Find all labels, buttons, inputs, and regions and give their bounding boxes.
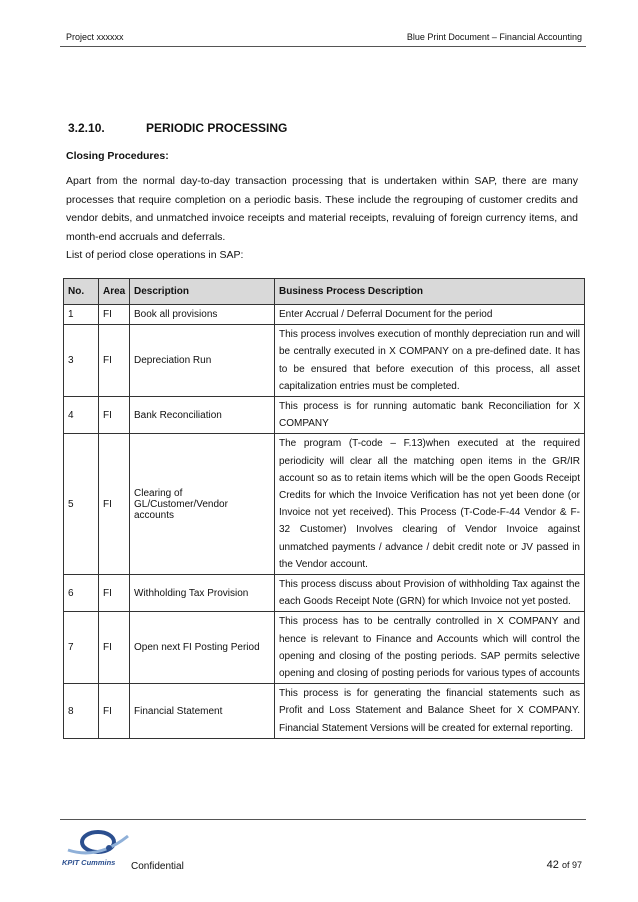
cell-bpd: This process is for running automatic bank Reconciliation for X COMPANY bbox=[275, 397, 585, 434]
logo-text: KPIT Cummins bbox=[62, 858, 116, 867]
cell-no: 5 bbox=[64, 434, 99, 575]
cell-description: Financial Statement bbox=[130, 684, 275, 739]
cell-no: 3 bbox=[64, 325, 99, 397]
footer-confidential: Confidential bbox=[131, 861, 184, 872]
header-doc-title: Blue Print Document – Financial Accounting bbox=[406, 32, 582, 42]
page-current: 42 bbox=[546, 859, 559, 871]
cell-description: Book all provisions bbox=[130, 305, 275, 325]
col-header-no: No. bbox=[64, 279, 99, 305]
cell-area: FI bbox=[99, 305, 130, 325]
cell-bpd: This process involves execution of monthly depreciation run and will be centrally executed in X COMPANY on a pre-defined date. It has to be ensured that before execution of this process, all asset capitalization entries must be completed. bbox=[275, 325, 585, 397]
intro-paragraph: Apart from the normal day-to-day transaction processing that is undertaken within SAP, there are many processes that require completion on a periodic basis. These include the regrouping of customer credits and vendor debits, and unmatched invoice receipts and material receipts, revaluing of foreign currency items, and month-end accruals and deferrals. bbox=[66, 175, 578, 243]
table-row bbox=[64, 325, 585, 397]
section-number: 3.2.10. bbox=[68, 121, 105, 135]
cell-area: FI bbox=[99, 325, 130, 397]
table-row bbox=[64, 575, 585, 612]
section-heading bbox=[68, 121, 287, 135]
cell-no: 1 bbox=[64, 305, 99, 325]
header-divider bbox=[60, 46, 586, 47]
col-header-description: Description bbox=[130, 279, 275, 305]
header-project: Project xxxxxx bbox=[66, 32, 124, 42]
cell-description: Depreciation Run bbox=[130, 325, 275, 397]
cell-description: Clearing of GL/Customer/Vendor accounts bbox=[130, 434, 275, 575]
cell-area: FI bbox=[99, 397, 130, 434]
table-row bbox=[64, 397, 585, 434]
table-row bbox=[64, 612, 585, 684]
cell-bpd: Enter Accrual / Deferral Document for the period bbox=[275, 305, 585, 325]
cell-bpd: This process has to be centrally controlled in X COMPANY and hence is relevant to Finance and Accounts which will control the opening and closing of the posting periods. SAP permits selective opening and closing of posting periods for various types of accounts bbox=[275, 612, 585, 684]
page-of: of 97 bbox=[561, 860, 582, 870]
table-row bbox=[64, 305, 585, 325]
cell-no: 6 bbox=[64, 575, 99, 612]
cell-no: 4 bbox=[64, 397, 99, 434]
cell-no: 7 bbox=[64, 612, 99, 684]
cell-area: FI bbox=[99, 434, 130, 575]
table-header-row bbox=[64, 279, 585, 305]
cell-description: Open next FI Posting Period bbox=[130, 612, 275, 684]
cell-no: 8 bbox=[64, 684, 99, 739]
cell-bpd: The program (T-code – F.13)when executed at the required periodicity will clear all the matching open items in the GR/IR account so as to retain items which will be the open Goods Receipt Credits for which the Invoice Verification has not yet been done (or Invoice not yet received). This Process (T-Code-F-44 Vendor & F-32 Customer) Involves clearing of Vendor Invoice against unmatched payments / advance / debit credit note or JV passed in the Vendor account. bbox=[275, 434, 585, 575]
list-label: List of period close operations in SAP: bbox=[66, 249, 244, 261]
cell-area: FI bbox=[99, 612, 130, 684]
table-row bbox=[64, 434, 585, 575]
section-title: PERIODIC PROCESSING bbox=[146, 121, 288, 135]
cell-bpd: This process discuss about Provision of withholding Tax against the each Goods Receipt Note (GRN) for which Invoice not yet posted. bbox=[275, 575, 585, 612]
col-header-area: Area bbox=[99, 279, 130, 305]
cell-description: Bank Reconciliation bbox=[130, 397, 275, 434]
cell-area: FI bbox=[99, 684, 130, 739]
page-number bbox=[547, 859, 582, 871]
cell-bpd: This process is for generating the financial statements such as Profit and Loss Statement and Balance Sheet for X COMPANY. Financial Statement Versions will be created for external reporting. bbox=[275, 684, 585, 739]
cell-description: Withholding Tax Provision bbox=[130, 575, 275, 612]
closing-procedures-heading: Closing Procedures: bbox=[66, 150, 169, 162]
footer-divider bbox=[60, 819, 586, 820]
table-row bbox=[64, 684, 585, 739]
period-close-table bbox=[63, 278, 585, 739]
col-header-bpd: Business Process Description bbox=[275, 279, 585, 305]
cell-area: FI bbox=[99, 575, 130, 612]
logo-swirl-icon bbox=[62, 826, 134, 858]
company-logo bbox=[62, 826, 134, 872]
